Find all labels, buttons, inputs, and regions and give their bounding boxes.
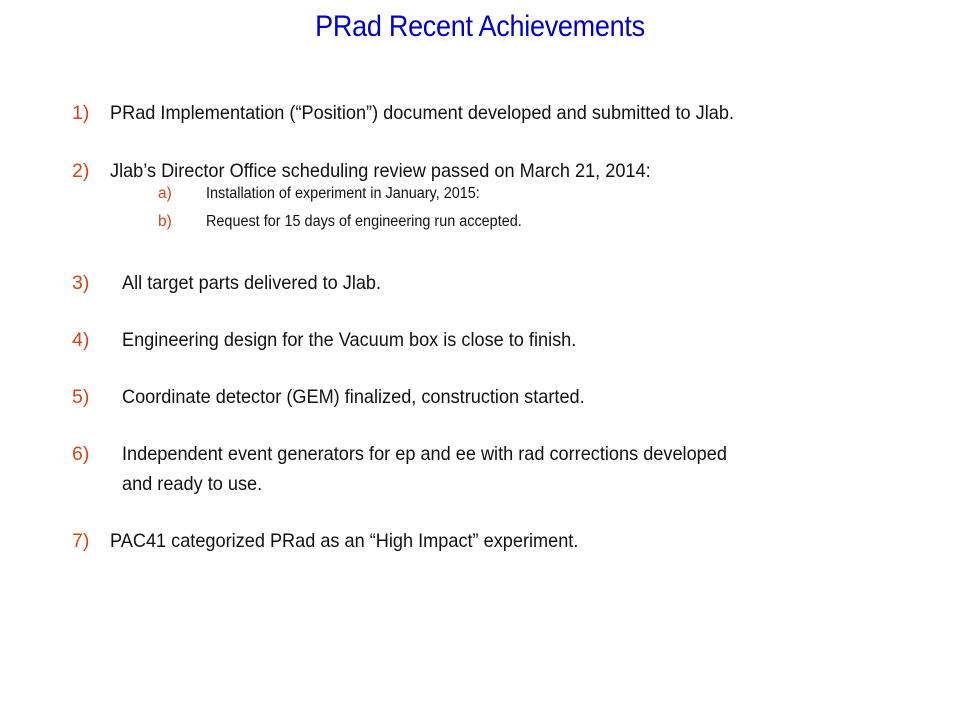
item-continuation: [72, 469, 772, 499]
item-text: Coordinate detector (GEM) finalized, construction started.: [122, 386, 585, 408]
item-continuation-text: and ready to use.: [122, 473, 263, 495]
sub-item-text: Request for 15 days of engineering run accepted.: [206, 213, 522, 230]
sub-item-letter: b): [158, 213, 172, 230]
item-number: 1): [72, 102, 90, 124]
item-number: 5): [72, 386, 90, 408]
list-item-2: [72, 156, 691, 186]
item-number: 3): [72, 272, 90, 294]
item-text: Engineering design for the Vacuum box is close to finish.: [122, 329, 577, 351]
list-item-3: [72, 268, 401, 298]
item-text: Jlab’s Director Office scheduling review passed on March 21, 2014:: [110, 160, 651, 182]
item-number: 7): [72, 530, 90, 552]
item-text: PAC41 categorized PRad as an “High Impact” experiment.: [110, 530, 579, 552]
list-item-5: [72, 382, 619, 412]
item-number: 6): [72, 443, 90, 465]
item-text: All target parts delivered to Jlab.: [122, 272, 382, 294]
item-number: 4): [72, 329, 90, 351]
list-item-4: [72, 325, 611, 355]
list-item-1: [72, 98, 781, 128]
item-text: Independent event generators for ep and ee with rad corrections developed: [122, 443, 727, 465]
item-text: PRad Implementation (“Position”) document developed and submitted to Jlab.: [110, 102, 734, 124]
sub-item-b: [158, 211, 546, 233]
list-item-6: [72, 439, 772, 499]
item-number: 2): [72, 160, 90, 182]
list-item-7: [72, 526, 614, 556]
sub-item-text: Installation of experiment in January, 2015:: [206, 185, 480, 202]
sub-item-a: [158, 183, 500, 205]
slide-title: PRad Recent Achievements: [315, 10, 645, 43]
sub-item-letter: a): [158, 185, 172, 202]
